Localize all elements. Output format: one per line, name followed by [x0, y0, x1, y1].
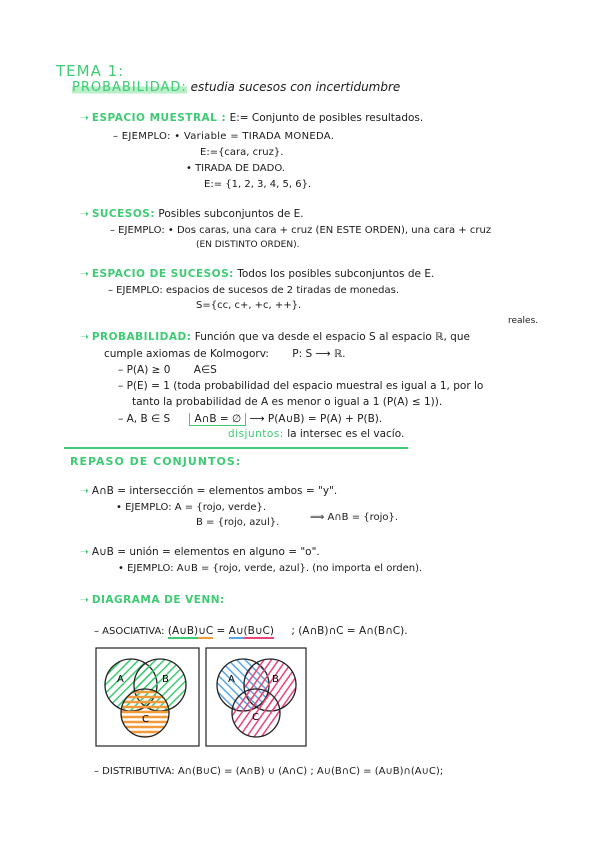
- tema-title: TEMA 1:: [56, 62, 125, 80]
- venn1-label-a: A: [117, 674, 124, 685]
- ax2b: tanto la probabilidad de A es menor o igual a 1 (P(A) ≤ 1)).: [132, 396, 443, 408]
- inter-ej: • EJEMPLO: A = {rojo, verde}.: [116, 502, 267, 513]
- ax1: – P(A) ≥ 0: [118, 364, 171, 376]
- em-ej1b: E:={cara, cruz}.: [200, 147, 284, 158]
- ejemplo-label: – EJEMPLO:: [113, 131, 171, 142]
- asoc-rest: ; (A∩B)∩C = A∩(B∩C).: [291, 625, 408, 637]
- arrow-icon: ➝: [80, 112, 89, 124]
- probabilidad-desc: estudia sucesos con incertidumbre: [190, 80, 401, 94]
- disj-def: la intersec es el vacío.: [287, 428, 405, 440]
- asoc-part3: A∪: [228, 625, 244, 637]
- arrow-icon: ➝: [80, 546, 89, 558]
- union-def: A∪B = unión = elementos en alguno = "o".: [91, 546, 320, 558]
- espacio-muestral-label: ESPACIO MUESTRAL :: [91, 112, 227, 124]
- asoc-part4: (B∪C): [243, 625, 274, 637]
- venn2-label-c: C: [252, 712, 259, 723]
- distrib-line: – DISTRIBUTIVA: A∩(B∪C) = (A∩B) ∪ (A∩C) ; A∪(B∩C) = (A∪B)∩(A∪C);: [94, 766, 444, 777]
- venn2-label-a: A: [228, 674, 235, 685]
- asoc-eq: =: [216, 625, 226, 637]
- inter-ej2: B = {rojo, azul}.: [196, 517, 280, 528]
- ax3: – A, B ∈ S: [118, 413, 171, 425]
- em-ej2: • TIRADA DE DADO.: [186, 163, 285, 174]
- prob-def2: cumple axiomas de Kolmogorv:: [104, 348, 269, 360]
- ax3c: ⟶ P(A∪B) = P(A) + P(B).: [249, 413, 383, 425]
- reales-note: reales.: [508, 316, 539, 326]
- asoc-part2: ∪C: [198, 625, 214, 637]
- sucesos-def: Posibles subconjuntos de E.: [158, 208, 304, 220]
- ax3b: A∩B = ∅: [189, 413, 246, 426]
- probabilidad-def: Función que va desde el espacio S al espacio ℝ, que: [194, 331, 470, 343]
- em-ej1: • Variable = TIRADA MONEDA.: [174, 131, 335, 142]
- venn1-label-c: C: [142, 714, 149, 725]
- disj-label: disjuntos:: [228, 428, 284, 440]
- repaso-title: REPASO DE CONJUNTOS:: [70, 455, 242, 468]
- sucesos-ej: – EJEMPLO: • Dos caras, una cara + cruz (EN ESTE ORDEN), una cara + cruz: [110, 225, 492, 236]
- venn-label: DIAGRAMA DE VENN:: [91, 594, 225, 606]
- arrow-icon: ➝: [80, 268, 89, 280]
- sucesos-label: SUCESOS:: [91, 208, 156, 220]
- prob-map: P: S ⟶ ℝ.: [292, 348, 346, 360]
- inter-def: A∩B = intersección = elementos ambos = "y".: [91, 485, 338, 497]
- venn1-label-b: B: [162, 674, 169, 685]
- arrow-icon: ➝: [80, 208, 89, 220]
- probabilidad-label: PROBABILIDAD:: [91, 331, 192, 343]
- ax1b: A∈S: [193, 364, 217, 376]
- espacio-sucesos-label: ESPACIO DE SUCESOS:: [91, 268, 234, 280]
- espacio-muestral-def: E:= Conjunto de posibles resultados.: [229, 112, 424, 124]
- em-ej2b: E:= {1, 2, 3, 4, 5, 6}.: [204, 179, 312, 190]
- venn1-circle-c: [121, 689, 169, 737]
- asoc-part1: (A∪B): [167, 625, 199, 637]
- union-ej: • EJEMPLO: A∪B = {rojo, verde, azul}. (no importa el orden).: [118, 563, 423, 574]
- arrow-icon: ➝: [80, 331, 89, 343]
- venn2-label-b: B: [272, 674, 279, 685]
- es-ej: – EJEMPLO: espacios de sucesos de 2 tiradas de monedas.: [108, 285, 400, 296]
- es-ej2: S={cc, c+, +c, ++}.: [196, 300, 302, 311]
- arrow-icon: ➝: [80, 485, 89, 497]
- inter-ej3: ⟹ A∩B = {rojo}.: [310, 512, 399, 523]
- arrow-icon: ➝: [80, 594, 89, 606]
- asoc-label: – ASOCIATIVA:: [94, 626, 165, 637]
- sucesos-ej2: (EN DISTINTO ORDEN).: [196, 240, 300, 250]
- probabilidad-title: PROBABILIDAD:: [72, 80, 187, 95]
- espacio-sucesos-def: Todos los posibles subconjuntos de E.: [237, 268, 435, 280]
- ax2: – P(E) = 1 (toda probabilidad del espacio muestral es igual a 1, por lo: [118, 380, 484, 392]
